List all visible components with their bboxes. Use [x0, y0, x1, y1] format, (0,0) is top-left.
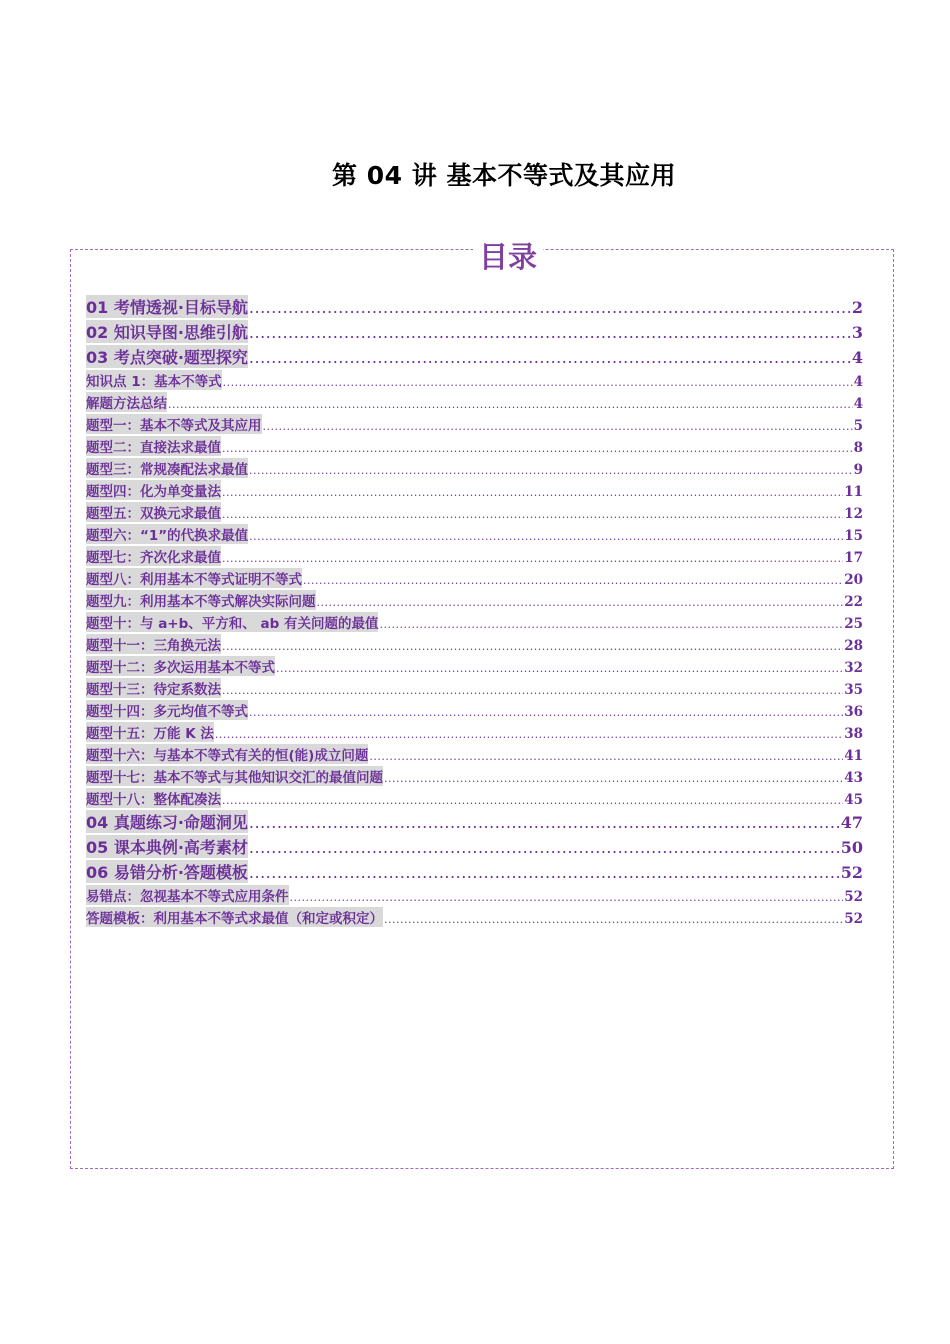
toc-entry-label: 题型十七：基本不等式与其他知识交汇的最值问题 [86, 766, 383, 786]
toc-entry-page: 47 [840, 813, 863, 832]
toc-entry-label: 04 真题练习·命题洞见 [86, 810, 248, 833]
toc-entry[interactable] [86, 480, 863, 502]
toc-leader-dots [303, 574, 843, 587]
toc-entry[interactable] [86, 766, 863, 788]
toc-entry[interactable] [86, 320, 863, 345]
toc-entry-label: 易错点：忽视基本不等式应用条件 [86, 885, 289, 905]
toc-entry-label: 题型四：化为单变量法 [86, 480, 221, 500]
toc-entry-label: 题型十六：与基本不等式有关的恒(能)成立问题 [86, 744, 368, 764]
toc-leader-dots [369, 750, 843, 763]
toc-leader-dots [276, 662, 843, 675]
toc-entry[interactable] [86, 700, 863, 722]
toc-entry-page: 5 [853, 418, 863, 434]
toc-entry[interactable] [86, 524, 863, 546]
toc-entry-label: 题型二：直接法求最值 [86, 436, 221, 456]
toc-entry-label: 知识点 1：基本不等式 [86, 370, 222, 390]
toc-entry-label: 06 易错分析·答题模板 [86, 860, 248, 883]
toc-entry[interactable] [86, 744, 863, 766]
toc-leader-dots [222, 640, 843, 653]
toc-leader-dots [379, 618, 843, 631]
toc-leader-dots [249, 813, 840, 832]
toc-entry[interactable] [86, 835, 863, 860]
toc-leader-dots [222, 684, 843, 697]
toc-leader-dots [317, 596, 844, 609]
toc-entry-label: 题型十：与 a+b、平方和、 ab 有关问题的最值 [86, 612, 378, 632]
toc-leader-dots [384, 913, 843, 926]
toc-entry-page: 25 [844, 616, 863, 632]
toc-leader-dots [222, 552, 843, 565]
toc-entry-label: 05 课本典例·高考素材 [86, 835, 248, 858]
toc-entry[interactable] [86, 345, 863, 370]
toc-entry[interactable] [86, 295, 863, 320]
toc-entry[interactable] [86, 370, 863, 392]
toc-entry-page: 3 [851, 323, 863, 342]
toc-entry-page: 45 [844, 792, 863, 808]
toc-entry[interactable] [86, 414, 863, 436]
toc-entry-label: 题型十八：整体配凑法 [86, 788, 221, 808]
toc-leader-dots [222, 794, 843, 807]
toc-entry-page: 22 [844, 594, 863, 610]
toc-entry[interactable] [86, 568, 863, 590]
toc-entry-page: 17 [844, 550, 863, 566]
toc-leader-dots [290, 891, 844, 904]
toc-entry-page: 36 [844, 704, 863, 720]
toc-entry-page: 4 [853, 396, 863, 412]
toc-leader-dots [249, 323, 851, 342]
toc-entry-label: 02 知识导图·思维引航 [86, 320, 248, 343]
toc-entry-label: 题型十一：三角换元法 [86, 634, 221, 654]
toc-entry-label: 01 考情透视·目标导航 [86, 295, 248, 318]
toc-entry-label: 题型十二：多次运用基本不等式 [86, 656, 275, 676]
toc-entry-page: 52 [840, 863, 863, 882]
toc-entry[interactable] [86, 634, 863, 656]
toc-entry-page: 4 [851, 348, 863, 367]
toc-entry[interactable] [86, 860, 863, 885]
toc-entry-page: 9 [853, 462, 863, 478]
toc-entry-page: 8 [853, 440, 863, 456]
toc-entry[interactable] [86, 502, 863, 524]
toc-entry-page: 35 [844, 682, 863, 698]
toc-entry-page: 52 [844, 911, 863, 927]
toc-leader-dots [249, 464, 853, 477]
toc-leader-dots [249, 838, 840, 857]
toc-entry-label: 题型十五：万能 K 法 [86, 722, 214, 742]
toc-entry-label: 题型十三：待定系数法 [86, 678, 221, 698]
toc-entry[interactable] [86, 656, 863, 678]
toc-entry[interactable] [86, 546, 863, 568]
table-of-contents [86, 295, 863, 929]
toc-leader-dots [222, 442, 853, 455]
toc-entry[interactable] [86, 436, 863, 458]
toc-entry[interactable] [86, 590, 863, 612]
toc-entry[interactable] [86, 458, 863, 480]
toc-entry-page: 2 [851, 298, 863, 317]
toc-entry-label: 题型九：利用基本不等式解决实际问题 [86, 590, 316, 610]
toc-entry-page: 28 [844, 638, 863, 654]
toc-entry-label: 题型一：基本不等式及其应用 [86, 414, 262, 434]
toc-entry-label: 解题方法总结 [86, 392, 167, 412]
document-title: 第 04 讲 基本不等式及其应用 [332, 161, 676, 190]
toc-entry[interactable] [86, 722, 863, 744]
toc-leader-dots [222, 486, 843, 499]
toc-entry-label: 题型三：常规凑配法求最值 [86, 458, 248, 478]
toc-entry-page: 12 [844, 506, 863, 522]
toc-entry-label: 题型八：利用基本不等式证明不等式 [86, 568, 302, 588]
toc-leader-dots [249, 530, 843, 543]
toc-leader-dots [249, 863, 840, 882]
toc-entry-label: 题型六：“1”的代换求最值 [86, 524, 248, 544]
toc-entry-page: 41 [844, 748, 863, 764]
toc-entry-label: 答题模板：利用基本不等式求最值（和定或积定） [86, 907, 383, 927]
toc-entry-label: 题型五：双换元求最值 [86, 502, 221, 522]
toc-entry-page: 50 [840, 838, 863, 857]
toc-heading: 目录 [0, 235, 950, 276]
toc-entry-page: 11 [844, 484, 863, 500]
toc-entry-page: 15 [844, 528, 863, 544]
toc-leader-dots [263, 420, 853, 433]
toc-entry-page: 38 [844, 726, 863, 742]
toc-entry[interactable] [86, 907, 863, 929]
toc-entry-page: 43 [844, 770, 863, 786]
toc-leader-dots [168, 398, 853, 411]
toc-leader-dots [249, 706, 843, 719]
toc-leader-dots [249, 298, 851, 317]
toc-leader-dots [384, 772, 843, 785]
toc-entry[interactable] [86, 612, 863, 634]
toc-leader-dots [215, 728, 843, 741]
toc-entry-page: 32 [844, 660, 863, 676]
toc-entry-page: 4 [853, 374, 863, 390]
toc-leader-dots [249, 348, 851, 367]
toc-entry-label: 题型七：齐次化求最值 [86, 546, 221, 566]
toc-entry[interactable] [86, 678, 863, 700]
toc-entry-page: 20 [844, 572, 863, 588]
toc-entry[interactable] [86, 885, 863, 907]
toc-leader-dots [223, 376, 853, 389]
toc-entry[interactable] [86, 788, 863, 810]
toc-leader-dots [222, 508, 843, 521]
toc-entry-page: 52 [844, 889, 863, 905]
toc-entry-label: 03 考点突破·题型探究 [86, 345, 248, 368]
toc-entry[interactable] [86, 810, 863, 835]
toc-entry-label: 题型十四：多元均值不等式 [86, 700, 248, 720]
toc-entry[interactable] [86, 392, 863, 414]
